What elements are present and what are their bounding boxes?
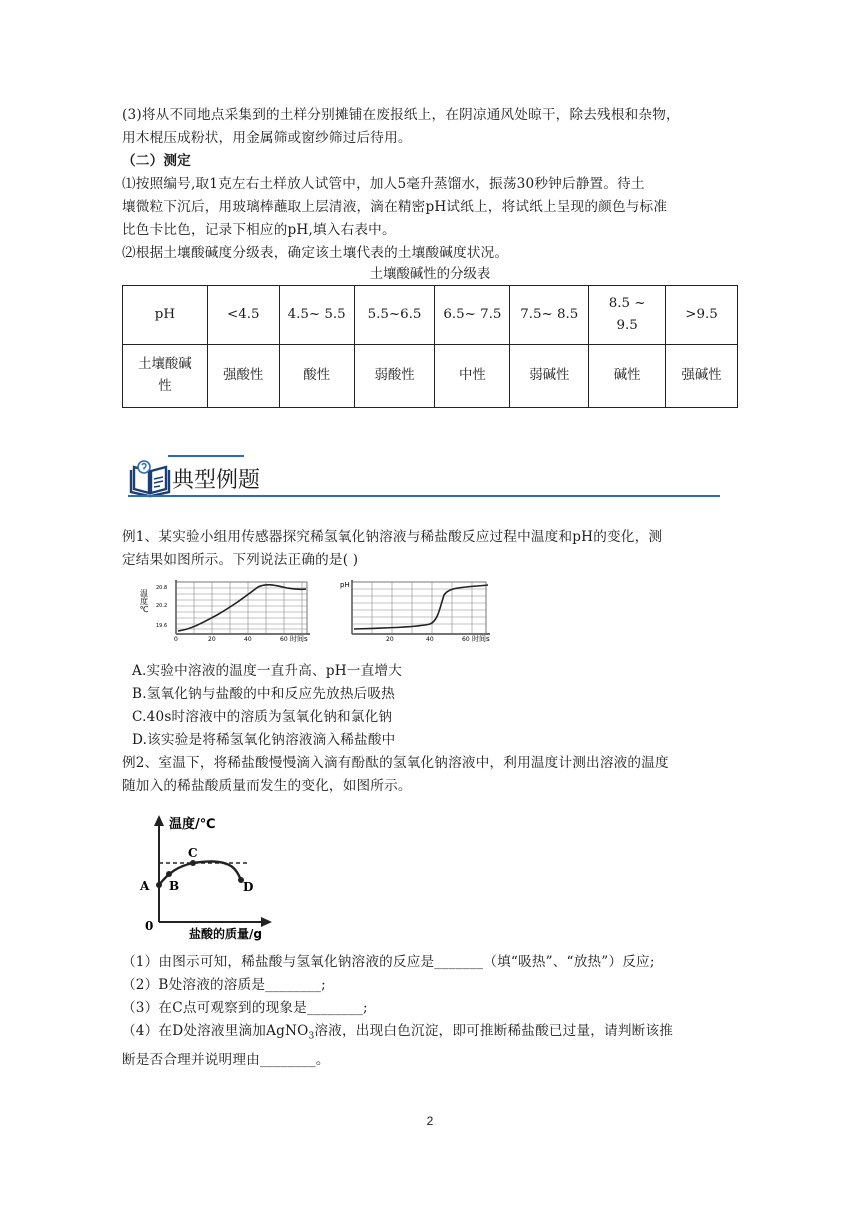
question-4 (122, 1020, 740, 1049)
table-cell-ph: >9.5 (666, 286, 738, 345)
question-2: （2）B处溶液的溶质是________; (122, 977, 326, 993)
table-cell-ph: <4.5 (207, 286, 279, 345)
measure-step1-line2: 壤微粒下沉后，用玻璃棒蘸取上层清液，滴在精密pH试纸上，将试纸上呈现的颜色与标准 (122, 199, 668, 215)
table-row-class (123, 345, 738, 408)
ph-ylabel: pH (340, 581, 350, 589)
ph-curve (354, 585, 488, 629)
option-d: D.该实验是将稀氢氧化钠溶液滴入稀盐酸中 (132, 732, 396, 748)
soil-grade-table (122, 285, 738, 408)
temp-ytick: 20.8 (156, 585, 168, 591)
table-cell-ph: 4.5~ 5.5 (279, 286, 354, 345)
example1-temperature-graph (139, 577, 322, 643)
temp-xtick: 20 (208, 636, 216, 643)
point-label-a: A (140, 879, 150, 893)
temp-ytick: 19.6 (156, 623, 168, 629)
measure-step1-line3: 比色卡比色，记录下相应的pH,填入右表中。 (122, 222, 396, 238)
example1-ph-graph (338, 577, 498, 641)
point-label-c: C (188, 846, 198, 860)
option-a: A.实验中溶液的温度一直升高、pH一直增大 (132, 663, 402, 679)
table-cell-ph: 6.5~ 7.5 (435, 286, 510, 345)
prep-step3-line2: 用木棍压成粉状，用金属筛或窗纱筛过后待用。 (122, 130, 412, 146)
point-a-marker (156, 882, 162, 888)
x-axis-arrow-icon (261, 917, 272, 927)
measure-step1-line1: ⑴按照编号,取1克左右土样放人试管中，加人5毫升蒸馏水，振荡30秒钟后静置。待土 (122, 176, 645, 192)
question-4-part1: （4）在D处溶液里滴加AgNO (122, 1023, 309, 1039)
example2-questions (122, 951, 740, 1072)
example1-stem-line1: 例1、某实验小组用传感器探究稀氢氧化钠溶液与稀盐酸反应过程中温度和pH的变化，测 (122, 529, 663, 545)
examples-section-header (128, 451, 722, 499)
temp-xlabel: 时间s (290, 635, 308, 643)
table-header-class-line1: 土壤酸碱 (138, 357, 192, 372)
table-cell-class: 弱酸性 (354, 345, 435, 408)
temp-xtick: 0 (174, 636, 178, 643)
temp-xtick: 60 (280, 636, 288, 643)
table-cell-class: 碱性 (589, 345, 666, 408)
table-cell-ph-line2: 9.5 (616, 318, 638, 333)
point-label-d: D (243, 880, 254, 894)
origin-label: 0 (145, 919, 154, 933)
temp-ylabel: 温度℃ (139, 589, 149, 614)
measure-section (122, 150, 740, 265)
question-4-line2: 断是否合理并说明理由________。 (122, 1051, 330, 1068)
header-underline (128, 495, 720, 497)
prep-step3 (122, 104, 740, 150)
prep-step3-line1: (3)将从不同地点采集到的土样分别摊铺在废报纸上，在阴凉通风处晾干，除去残根和杂物， (122, 107, 680, 123)
point-b-marker (166, 871, 172, 877)
table-header-ph: pH (123, 286, 208, 345)
examples-section-title: 典型例题 (172, 468, 261, 493)
question-1: （1）由图示可知，稀盐酸与氢氧化钠溶液的反应是_______（填“吸热”、“放热”）反应; (122, 954, 655, 970)
x-axis-label: 盐酸的质量/g (189, 927, 262, 941)
question-4-subscript: 3 (308, 1031, 315, 1042)
example2-stem-line1: 例2、室温下，将稀盐酸慢慢滴入滴有酚酞的氢氧化钠溶液中，利用温度计测出溶液的温度 (122, 755, 669, 771)
table-cell-ph (589, 286, 666, 345)
y-axis-arrow-icon (154, 815, 164, 826)
option-c: C.40s时溶液中的溶质为氢氧化钠和氯化钠 (132, 709, 393, 725)
example1-stem (122, 526, 740, 572)
question-4-part2: 溶液，出现白色沉淀，即可推断稀盐酸已过量，请判断该推 (314, 1023, 674, 1039)
ph-xtick: 40 (426, 636, 434, 643)
open-book-icon (130, 457, 170, 497)
temp-xtick: 40 (244, 636, 252, 643)
table-header-class (123, 345, 208, 408)
table-cell-ph-line1: 8.5 ~ (608, 296, 646, 311)
y-axis-label: 温度/℃ (169, 817, 216, 832)
point-label-b: B (169, 879, 180, 893)
table-cell-class: 强酸性 (207, 345, 279, 408)
page-number: 2 (426, 1114, 434, 1128)
table-cell-ph: 5.5~6.5 (354, 286, 435, 345)
table-cell-class: 弱碱性 (510, 345, 589, 408)
measure-step2: ⑵根据土壤酸碱度分级表，确定该土壤代表的土壤酸碱度状况。 (122, 245, 509, 261)
example1-options (122, 660, 740, 752)
table-caption: 土壤酸碱性的分级表 (369, 267, 491, 282)
question-3: （3）在C点可观察到的现象是________; (122, 1000, 368, 1016)
example2-temperature-graph (135, 810, 280, 942)
table-cell-ph: 7.5~ 8.5 (510, 286, 589, 345)
ph-xlabel: 时间s (472, 635, 490, 643)
table-cell-class: 中性 (435, 345, 510, 408)
table-header-class-line2: 性 (158, 379, 172, 394)
example2-stem-line2: 随加入的稀盐酸质量而发生的变化，如图所示。 (122, 778, 412, 794)
table-cell-class: 强碱性 (666, 345, 738, 408)
header-accent-bar (168, 455, 244, 457)
measure-heading: （二）测定 (122, 153, 191, 169)
ph-xtick: 60 (462, 636, 470, 643)
option-b: B.氢氧化钠与盐酸的中和反应先放热后吸热 (132, 686, 395, 702)
point-c-marker (190, 860, 196, 866)
ph-xtick: 20 (386, 636, 394, 643)
table-row-ph (123, 286, 738, 345)
example2-stem (122, 752, 740, 798)
example1-stem-line2: 定结果如图所示。下列说法正确的是( ) (122, 552, 359, 568)
temp-ytick: 20.2 (156, 603, 168, 609)
table-cell-class: 酸性 (279, 345, 354, 408)
